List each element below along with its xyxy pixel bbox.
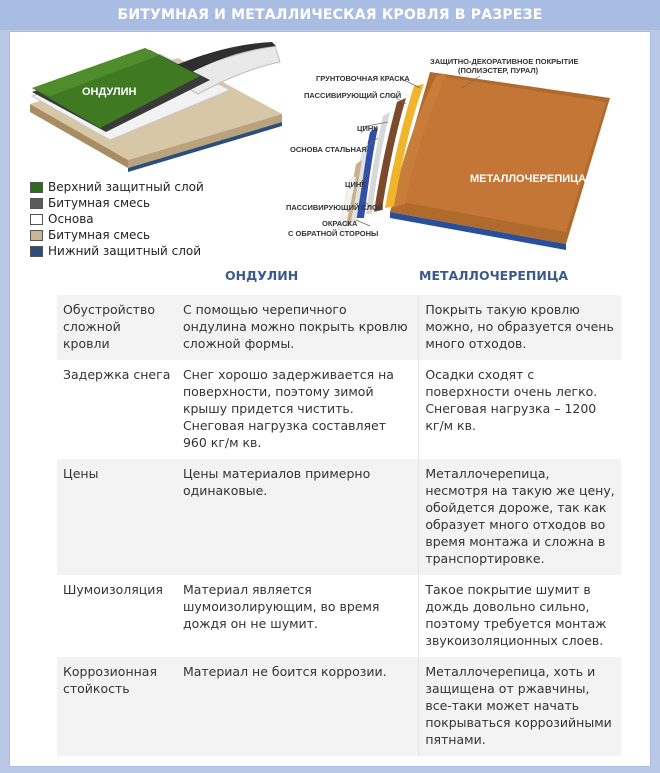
table-row	[57, 657, 621, 756]
legend-item	[30, 211, 204, 227]
column-header-metal-tile: МЕТАЛЛОЧЕРЕПИЦА	[419, 268, 569, 283]
criterion-cell: Задержка снега	[57, 360, 177, 459]
page-title: БИТУМНАЯ И МЕТАЛЛИЧЕСКАЯ КРОВЛЯ В РАЗРЕЗЕ	[0, 0, 660, 30]
layer-label-passivating-bottom: ПАССИВИРУЮЩИЙ СЛОЙ	[286, 203, 384, 212]
layer-label-zinc-top: ЦИНК	[357, 124, 378, 133]
legend-label: Нижний защитный слой	[48, 244, 202, 258]
table-row	[57, 360, 621, 459]
legend-item	[30, 179, 204, 195]
metal-tile-cell: Металлочерепица, хоть и защищена от ржавчины, все-таки может начать покрываться коррозийными пятнами.	[419, 657, 621, 756]
table-row	[57, 459, 621, 575]
legend-item	[30, 243, 204, 259]
ondulin-cell: Снег хорошо задерживается на поверхности, поэтому зимой крышу придется чистить. Снеговая нагрузка составляет 960 кг/м кв.	[177, 360, 419, 459]
metal-tile-cell: Металлочерепица, несмотря на такую же цену, обойдется дороже, так как образует много отходов во время монтажа и сложна в транспортировке.	[419, 459, 621, 575]
ondulin-label: ОНДУЛИН	[82, 86, 137, 98]
legend-swatch	[30, 198, 43, 209]
column-header-ondulin: ОНДУЛИН	[225, 268, 299, 283]
metal-tile-illustration	[286, 57, 610, 250]
legend-label: Верхний защитный слой	[48, 180, 204, 194]
legend-swatch	[30, 214, 43, 225]
content-panel	[9, 31, 651, 767]
metal-tile-cell: Такое покрытие шумит в дождь довольно сильно, поэтому требуется монтаж звукоизоляционных слоев.	[419, 575, 621, 657]
metal-tile-cell: Покрыть такую кровлю можно, но образуется очень много отходов.	[419, 295, 621, 360]
layer-label-protective-sub: (ПОЛИЭСТЕР, ПУРАЛ)	[458, 66, 539, 75]
ondulin-cell: Цены материалов примерно одинаковые.	[177, 459, 419, 575]
metal-tile-cell: Осадки сходят с поверхности очень легко. Снеговая нагрузка – 1200 кг/м кв.	[419, 360, 621, 459]
legend-label: Битумная смесь	[48, 196, 151, 210]
legend-swatch	[30, 230, 43, 241]
legend-swatch	[30, 182, 43, 193]
layer-label-backside-2: С ОБРАТНОЙ СТОРОНЫ	[288, 229, 379, 238]
layer-label-primer: ГРУНТОВОЧНАЯ КРАСКА	[316, 74, 410, 83]
ondulin-cell: Материал не боится коррозии.	[177, 657, 419, 756]
legend-item	[30, 195, 204, 211]
legend-label: Битумная смесь	[48, 228, 151, 242]
legend-swatch	[30, 246, 43, 257]
ondulin-cell: Материал является шумоизолирующим, во время дождя он не шумит.	[177, 575, 419, 657]
legend-label: Основа	[48, 212, 94, 226]
table-row	[57, 295, 621, 360]
criterion-cell: Шумоизоляция	[57, 575, 177, 657]
criterion-cell: Коррозионная стойкость	[57, 657, 177, 756]
layer-label-protective: ЗАЩИТНО-ДЕКОРАТИВНОЕ ПОКРЫТИЕ	[430, 57, 579, 66]
ondulin-cell: С помощью черепичного ондулина можно покрыть кровлю сложной формы.	[177, 295, 419, 360]
layer-label-zinc-bottom: ЦИНК	[345, 180, 366, 189]
comparison-table	[57, 295, 621, 756]
criterion-cell: Обустройство сложной кровли	[57, 295, 177, 360]
table-row	[57, 575, 621, 657]
layer-label-steel: ОСНОВА СТАЛЬНАЯ	[290, 145, 367, 154]
layer-label-backside-1: ОКРАСКА	[322, 219, 358, 228]
criterion-cell: Цены	[57, 459, 177, 575]
ondulin-sheet-illustration	[30, 42, 282, 172]
ondulin-layers-legend	[30, 179, 204, 259]
metal-tile-label: МЕТАЛЛОЧЕРЕПИЦА	[470, 173, 587, 185]
layer-label-passivating-top: ПАССИВИРУЮЩИЙ СЛОЙ	[304, 91, 402, 100]
legend-item	[30, 227, 204, 243]
